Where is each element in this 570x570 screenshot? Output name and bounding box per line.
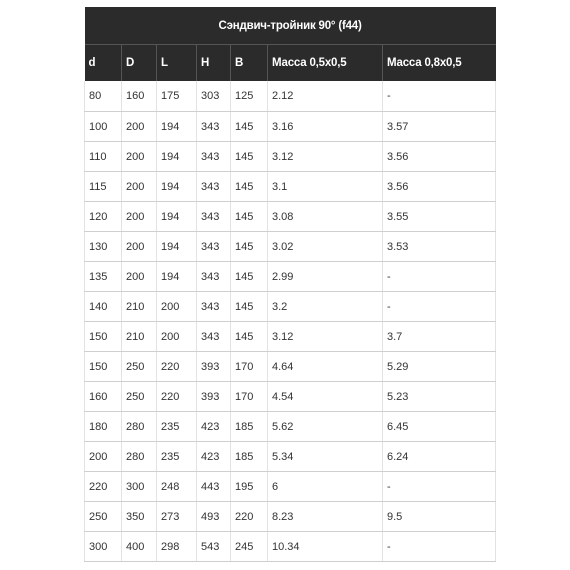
- table-cell: 350: [122, 502, 157, 532]
- table-cell: 194: [157, 232, 197, 262]
- column-header: Масса 0,8х0,5: [383, 45, 496, 82]
- table-row: [85, 532, 496, 562]
- table-cell: 145: [231, 322, 268, 352]
- table-cell: 393: [197, 352, 231, 382]
- table-cell: 6: [268, 472, 383, 502]
- table-cell: 3.02: [268, 232, 383, 262]
- table-cell: 210: [122, 292, 157, 322]
- table-cell: 145: [231, 202, 268, 232]
- table-title-row: [85, 7, 496, 45]
- table-cell: 100: [85, 112, 122, 142]
- table-cell: 543: [197, 532, 231, 562]
- table-cell: 248: [157, 472, 197, 502]
- table-cell: 3.7: [383, 322, 496, 352]
- column-header: L: [157, 45, 197, 82]
- table-cell: 343: [197, 322, 231, 352]
- table-cell: 220: [157, 382, 197, 412]
- table-cell: 3.12: [268, 322, 383, 352]
- table-row: [85, 442, 496, 472]
- table-cell: 150: [85, 322, 122, 352]
- table-cell: 8.23: [268, 502, 383, 532]
- table-row: [85, 172, 496, 202]
- table-cell: 5.23: [383, 382, 496, 412]
- table-cell: 393: [197, 382, 231, 412]
- table-cell: 200: [122, 142, 157, 172]
- table-cell: 110: [85, 142, 122, 172]
- table-row: [85, 412, 496, 442]
- table-cell: 145: [231, 142, 268, 172]
- table-cell: 4.64: [268, 352, 383, 382]
- table-cell: 185: [231, 412, 268, 442]
- table-row: [85, 202, 496, 232]
- table-cell: 343: [197, 142, 231, 172]
- table-row: [85, 112, 496, 142]
- table-cell: 200: [122, 202, 157, 232]
- table-cell: 220: [85, 472, 122, 502]
- table-cell: 250: [122, 382, 157, 412]
- table-cell: 300: [122, 472, 157, 502]
- table-cell: 280: [122, 442, 157, 472]
- table-cell: 3.12: [268, 142, 383, 172]
- table-cell: 140: [85, 292, 122, 322]
- table-header: [85, 7, 496, 81]
- table-row: [85, 81, 496, 112]
- table-cell: 80: [85, 81, 122, 112]
- table-cell: 175: [157, 81, 197, 112]
- table-cell: 170: [231, 382, 268, 412]
- table-cell: 145: [231, 112, 268, 142]
- table-cell: 145: [231, 262, 268, 292]
- table-cell: -: [383, 292, 496, 322]
- table-cell: 3.1: [268, 172, 383, 202]
- table-cell: 423: [197, 442, 231, 472]
- table-cell: 300: [85, 532, 122, 562]
- table-cell: 343: [197, 292, 231, 322]
- table-cell: 443: [197, 472, 231, 502]
- table-cell: 343: [197, 202, 231, 232]
- table-cell: 180: [85, 412, 122, 442]
- table-cell: 210: [122, 322, 157, 352]
- table-cell: 273: [157, 502, 197, 532]
- table-title: Сэндвич-тройник 90° (f44): [85, 7, 496, 45]
- table-cell: 194: [157, 262, 197, 292]
- table-cell: 3.56: [383, 142, 496, 172]
- table-cell: 200: [85, 442, 122, 472]
- table-row: [85, 382, 496, 412]
- table-cell: 200: [122, 172, 157, 202]
- table-cell: -: [383, 262, 496, 292]
- table-cell: 220: [231, 502, 268, 532]
- table-cell: 145: [231, 232, 268, 262]
- table-cell: 194: [157, 142, 197, 172]
- table-cell: 195: [231, 472, 268, 502]
- spec-table: [84, 7, 496, 562]
- table-cell: -: [383, 532, 496, 562]
- table-cell: 343: [197, 232, 231, 262]
- table-cell: 220: [157, 352, 197, 382]
- table-cell: 3.08: [268, 202, 383, 232]
- column-header-row: [85, 45, 496, 82]
- table-cell: 194: [157, 112, 197, 142]
- table-cell: 4.54: [268, 382, 383, 412]
- table-cell: 423: [197, 412, 231, 442]
- table-cell: 200: [122, 262, 157, 292]
- table-cell: 170: [231, 352, 268, 382]
- table-cell: 194: [157, 202, 197, 232]
- column-header: d: [85, 45, 122, 82]
- table-cell: 250: [122, 352, 157, 382]
- table-cell: 343: [197, 112, 231, 142]
- table-cell: 120: [85, 202, 122, 232]
- table-cell: 145: [231, 172, 268, 202]
- column-header: Масса 0,5х0,5: [268, 45, 383, 82]
- table-row: [85, 472, 496, 502]
- table-cell: 160: [122, 81, 157, 112]
- table-cell: 6.24: [383, 442, 496, 472]
- table-cell: 145: [231, 292, 268, 322]
- table-cell: 6.45: [383, 412, 496, 442]
- table-cell: 235: [157, 442, 197, 472]
- table-row: [85, 232, 496, 262]
- table-cell: 303: [197, 81, 231, 112]
- column-header: D: [122, 45, 157, 82]
- table-cell: 3.57: [383, 112, 496, 142]
- table-cell: 5.62: [268, 412, 383, 442]
- table-cell: 194: [157, 172, 197, 202]
- table-cell: 400: [122, 532, 157, 562]
- table-cell: 343: [197, 172, 231, 202]
- table-cell: -: [383, 472, 496, 502]
- table-cell: 200: [157, 322, 197, 352]
- table-cell: 3.55: [383, 202, 496, 232]
- table-cell: 150: [85, 352, 122, 382]
- table-cell: 130: [85, 232, 122, 262]
- table-row: [85, 142, 496, 172]
- table-cell: 5.34: [268, 442, 383, 472]
- table-cell: 10.34: [268, 532, 383, 562]
- table-cell: 115: [85, 172, 122, 202]
- table-cell: 343: [197, 262, 231, 292]
- table-cell: 200: [122, 112, 157, 142]
- table-cell: 235: [157, 412, 197, 442]
- table-cell: 185: [231, 442, 268, 472]
- table-cell: 298: [157, 532, 197, 562]
- table-cell: 160: [85, 382, 122, 412]
- table-cell: 2.12: [268, 81, 383, 112]
- table-cell: 3.16: [268, 112, 383, 142]
- table-cell: 2.99: [268, 262, 383, 292]
- table-cell: 135: [85, 262, 122, 292]
- table-cell: 250: [85, 502, 122, 532]
- table-cell: 280: [122, 412, 157, 442]
- table-cell: 3.56: [383, 172, 496, 202]
- table-row: [85, 502, 496, 532]
- column-header: B: [231, 45, 268, 82]
- table-row: [85, 352, 496, 382]
- column-header: H: [197, 45, 231, 82]
- table-body: [85, 81, 496, 562]
- table-cell: 245: [231, 532, 268, 562]
- table-row: [85, 322, 496, 352]
- table-cell: 200: [157, 292, 197, 322]
- table-cell: 200: [122, 232, 157, 262]
- table-cell: 9.5: [383, 502, 496, 532]
- table-cell: 5.29: [383, 352, 496, 382]
- spec-table-container: [84, 7, 495, 562]
- table-cell: 125: [231, 81, 268, 112]
- table-row: [85, 292, 496, 322]
- table-row: [85, 262, 496, 292]
- table-cell: -: [383, 81, 496, 112]
- table-cell: 3.53: [383, 232, 496, 262]
- table-cell: 493: [197, 502, 231, 532]
- table-cell: 3.2: [268, 292, 383, 322]
